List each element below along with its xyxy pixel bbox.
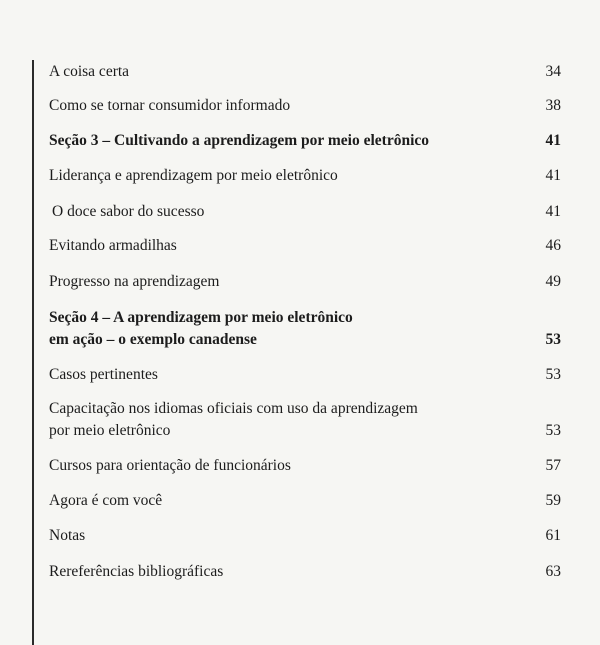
toc-entry-page: 38 — [545, 97, 561, 114]
toc-entry-title: Notas — [49, 527, 86, 544]
toc-entry-title: O doce sabor do sucesso — [52, 203, 205, 220]
toc-entry-page: 41 — [545, 167, 561, 184]
toc-entry-title: Evitando armadilhas — [49, 237, 177, 254]
toc-entry-page: 53 — [545, 331, 561, 348]
toc-entry-page: 53 — [545, 366, 561, 383]
toc-entry-title-line: Capacitação nos idiomas oficiais com uso da aprendizagem — [49, 400, 418, 417]
toc-entry-page: 49 — [545, 273, 561, 290]
toc-entry-title — [49, 398, 509, 442]
toc-entry-page: 61 — [545, 527, 561, 544]
toc-entry-title: Liderança e aprendizagem por meio eletrônico — [49, 167, 338, 184]
toc-entry-title: Seção 3 – Cultivando a aprendizagem por meio eletrônico — [49, 132, 430, 149]
toc-entry-title-line: em ação – o exemplo canadense — [49, 331, 257, 348]
toc-entry-title: Casos pertinentes — [49, 366, 158, 383]
toc-entry-page: 41 — [545, 132, 561, 149]
toc-entry-title: Agora é com você — [49, 492, 163, 509]
toc-entry-page: 59 — [545, 492, 561, 509]
margin-rule — [32, 60, 34, 645]
toc-entry-title: A coisa certa — [49, 63, 130, 80]
toc-entry-title-line: Seção 4 – A aprendizagem por meio eletrônico — [49, 309, 353, 326]
toc-entry-page: 53 — [545, 422, 561, 439]
toc-entry-title: Rereferências bibliográficas — [49, 563, 224, 580]
toc-entry-title — [49, 307, 509, 351]
toc-entry-page: 57 — [545, 457, 561, 474]
toc-entry-title: Cursos para orientação de funcionários — [49, 457, 291, 474]
toc-entry-page: 46 — [545, 237, 561, 254]
toc-entry-title-line: por meio eletrônico — [49, 422, 171, 439]
toc-entry-title: Como se tornar consumidor informado — [49, 97, 291, 114]
toc-entry-page: 63 — [545, 563, 561, 580]
toc-entry-page: 41 — [545, 203, 561, 220]
toc-entry-page: 34 — [545, 63, 561, 80]
table-of-contents — [49, 0, 561, 645]
toc-entry-title: Progresso na aprendizagem — [49, 273, 220, 290]
